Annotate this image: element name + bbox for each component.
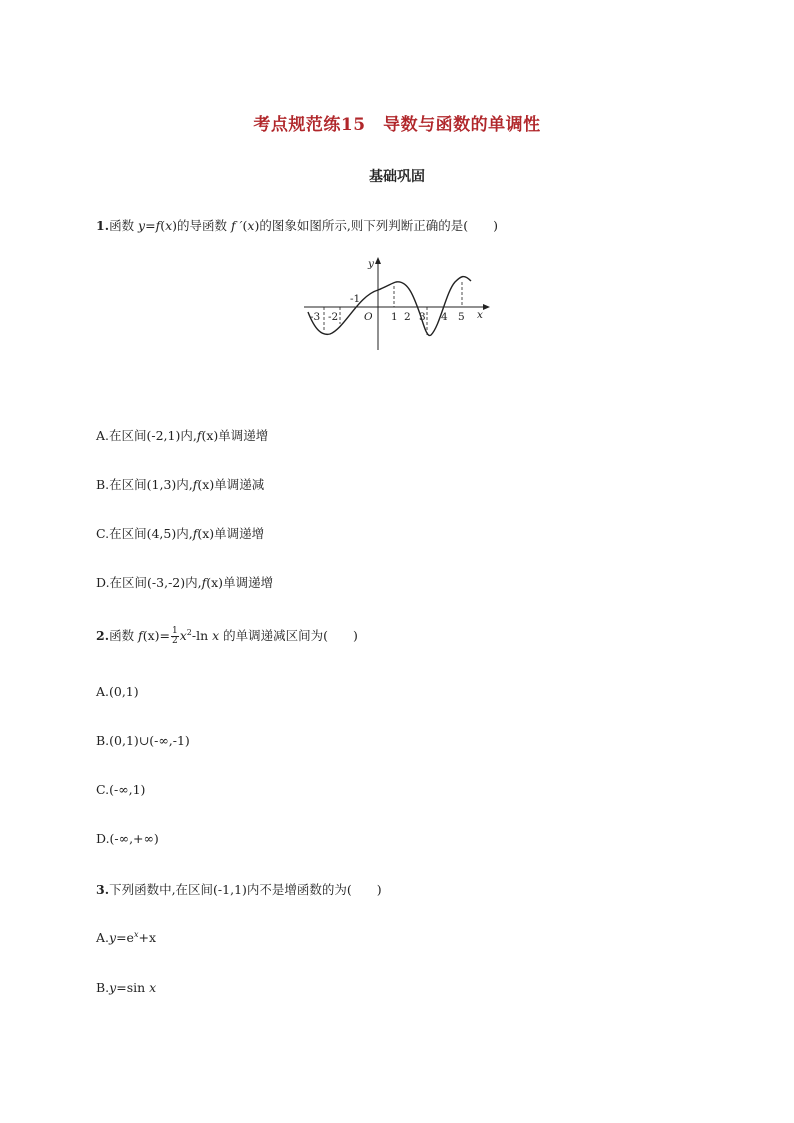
tick-label: -1: [350, 293, 361, 305]
tick-label: 2: [404, 311, 411, 323]
option-b[interactable]: B.在区间(1,3)内,f(x)单调递减: [96, 477, 265, 492]
question-2-stem: 2.函数 f(x)= $\frac{1}{2}$ $x^2-\ln$ x 的单调递减区间为( ): [96, 626, 358, 646]
option-d[interactable]: D.(-∞,+∞): [96, 831, 159, 846]
option-c[interactable]: C.(-∞,1): [96, 782, 146, 797]
option-a[interactable]: $A.y=e^x+x$: [96, 930, 156, 946]
section-heading: 基础巩固: [369, 169, 425, 185]
page-title: 考点规范练15 导数与函数的单调性: [253, 115, 541, 135]
x-axis-label: x: [477, 309, 483, 321]
option-a[interactable]: A.(0,1): [96, 684, 139, 699]
tick-label: 1: [391, 311, 398, 323]
question-2-number: 2.: [96, 628, 110, 643]
option-b[interactable]: B.y=sin x: [96, 980, 157, 995]
tick-label: 3: [419, 311, 426, 323]
option-c[interactable]: C.在区间(4,5)内,f(x)单调递增: [96, 526, 265, 541]
derivative-curve: [308, 277, 471, 336]
tick-label: -3: [310, 311, 321, 323]
tick-label: 4: [441, 311, 448, 323]
origin-label: O: [364, 311, 373, 323]
option-b[interactable]: B.(0,1)∪(-∞,-1): [96, 733, 190, 748]
tick-label: 5: [458, 311, 465, 323]
question-1-number: 1.: [96, 218, 110, 233]
question-3-number: 3.: [96, 882, 110, 897]
question-1-stem: 1.函数 y=f(x)的导函数 f ′(x)的图象如图所示,则下列判断正确的是( ): [96, 218, 499, 233]
derivative-graph: [300, 252, 500, 356]
question-3-stem: 3.下列函数中,在区间(-1,1)内不是增函数的为( ): [96, 882, 382, 897]
y-axis-arrow: [375, 257, 381, 264]
x-axis-arrow: [483, 304, 490, 310]
fraction-one-half: $\frac{1}{2}$: [171, 626, 178, 646]
option-d[interactable]: D.在区间(-3,-2)内,f(x)单调递增: [96, 575, 274, 590]
option-a[interactable]: A.在区间(-2,1)内,f(x)单调递增: [96, 428, 269, 443]
y-axis-label: y: [368, 258, 374, 270]
tick-label: -2: [328, 311, 339, 323]
